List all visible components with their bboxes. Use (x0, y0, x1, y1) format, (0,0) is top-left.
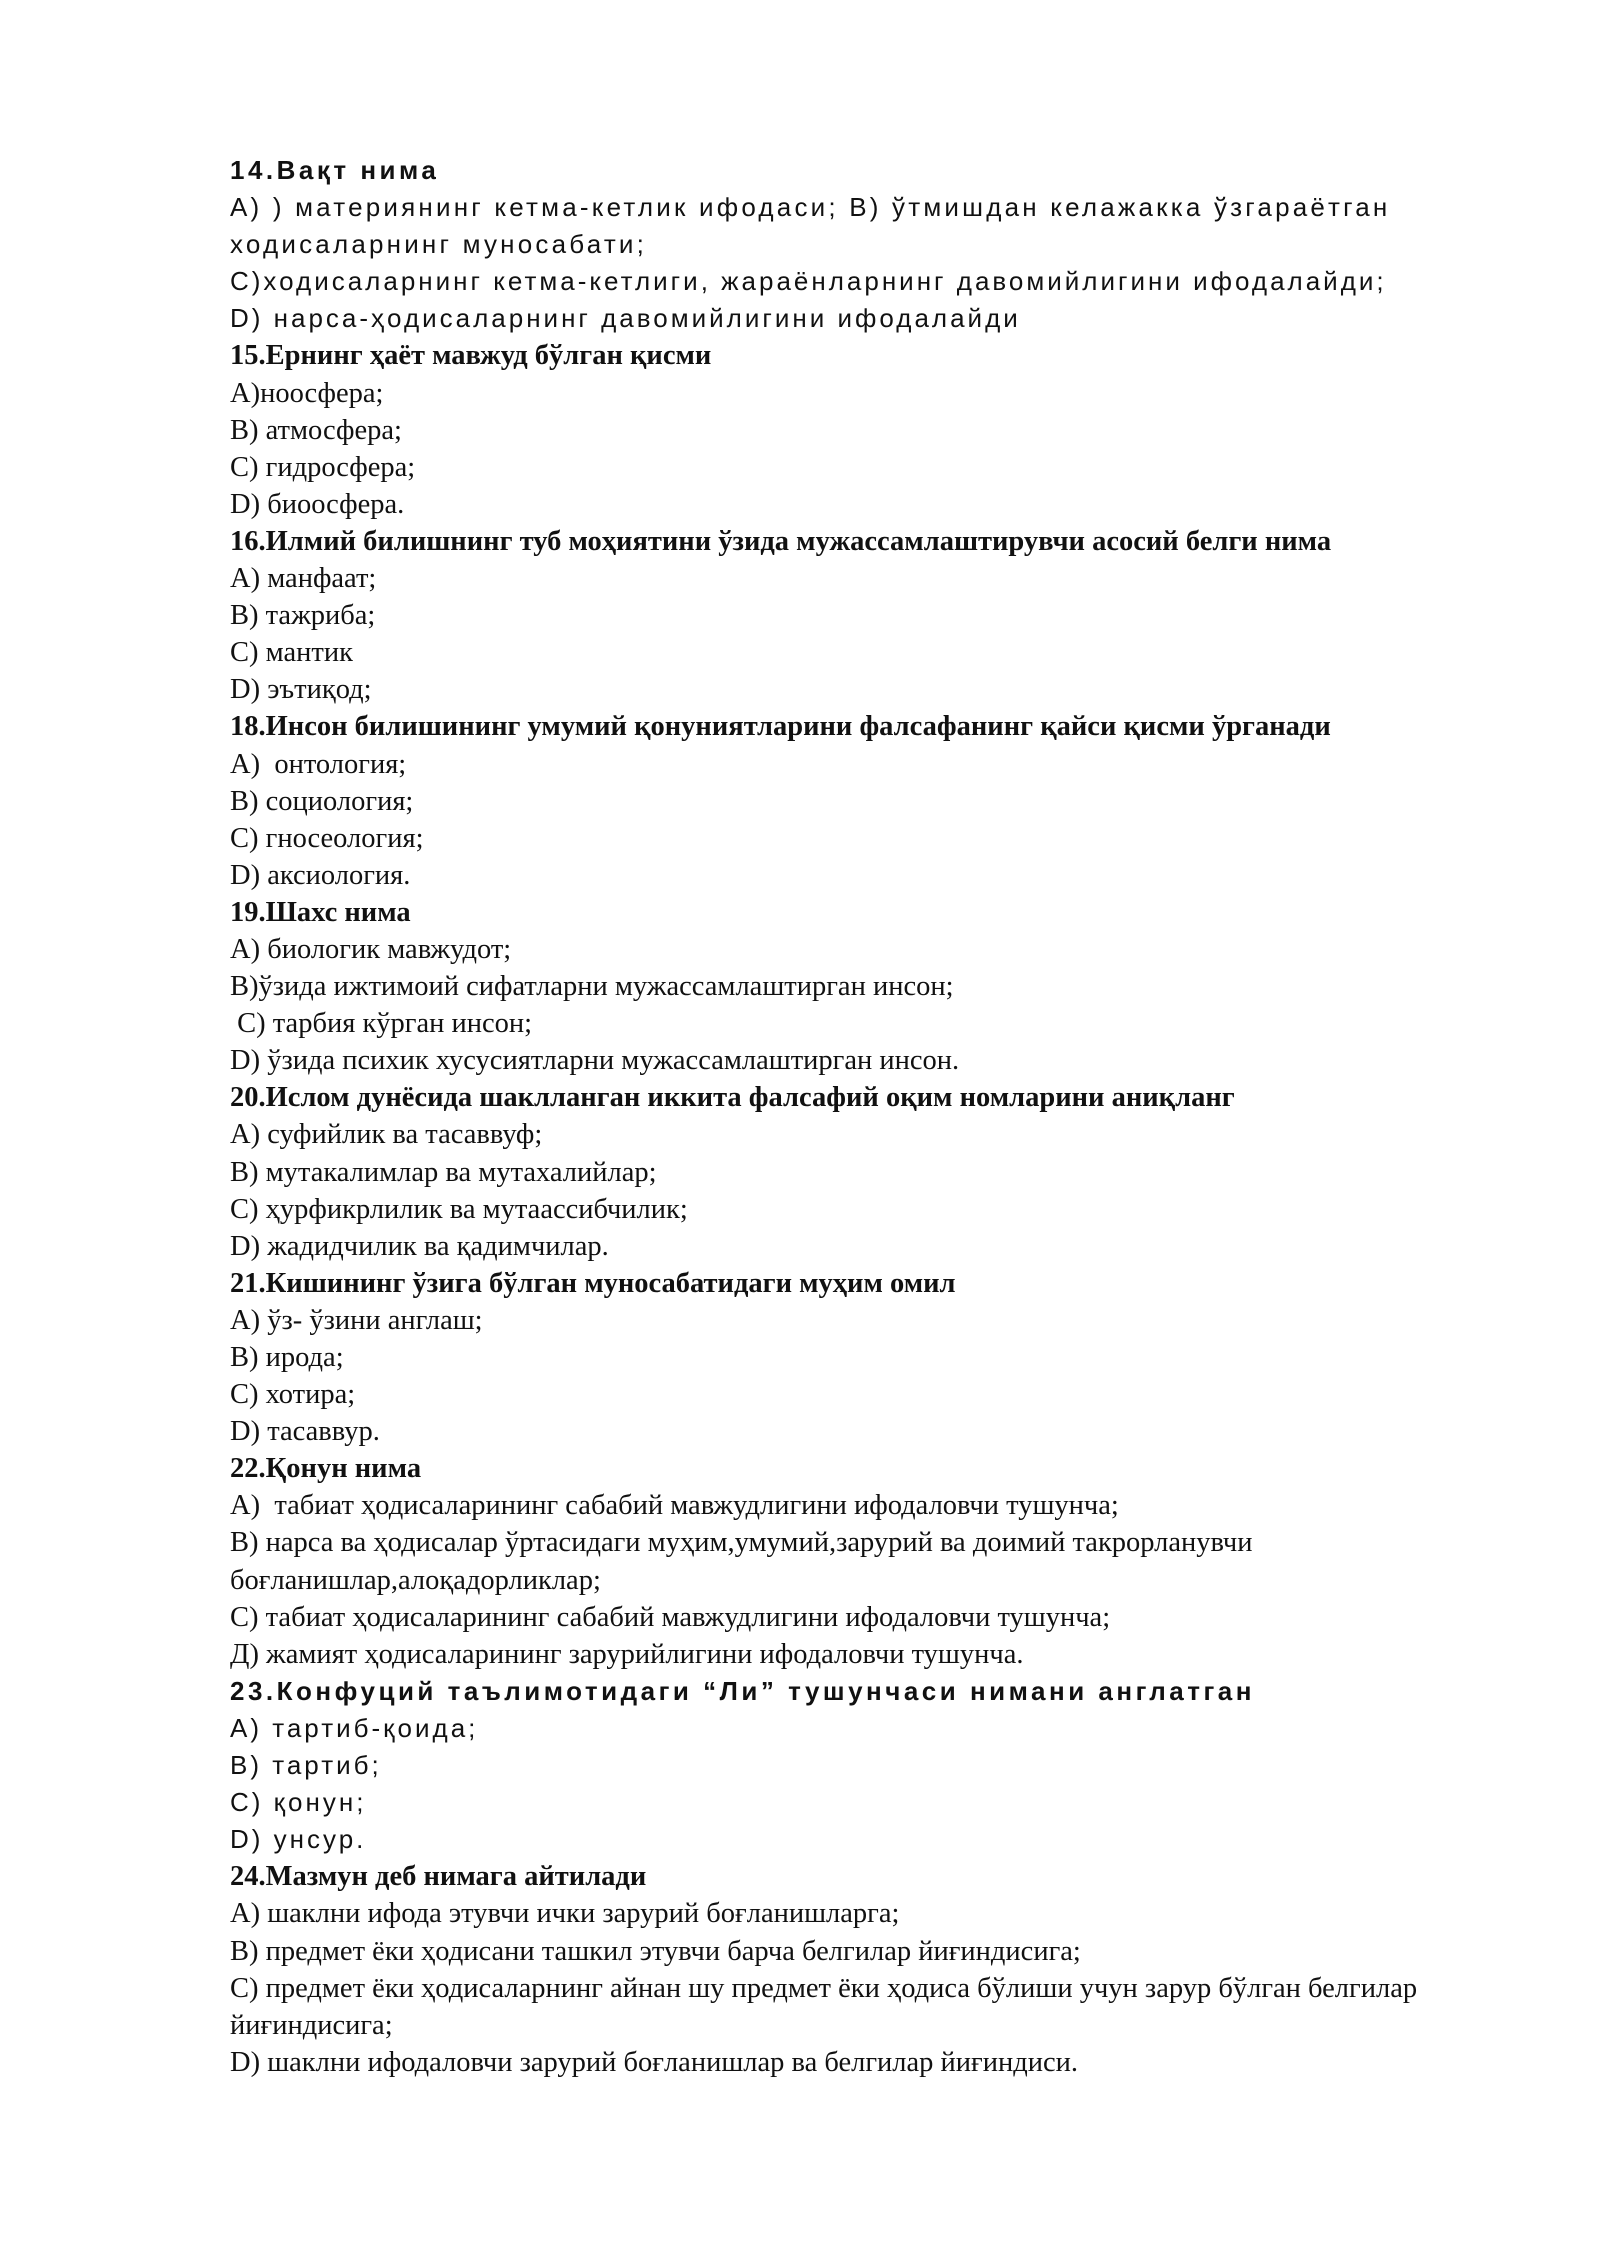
question-block (230, 337, 1520, 522)
answer-option: А) суфийлик ва тасаввуф; (230, 1119, 543, 1151)
answer-option: А) онтология; (230, 748, 407, 780)
answer-option: А) тартиб-қоида; (230, 1712, 479, 1743)
answer-option: А) ) материянинг кетма-кетлик ифодаси; В) ўтмишдан келажакка ўзгараётган ходисаларнинг муносабати; (230, 192, 1391, 260)
answer-option: D) нарса-ҳодисаларнинг давомийлигини ифодалайди (230, 303, 1021, 334)
answer-option: В) мутакалимлар ва мутахалийлар; (230, 1156, 657, 1188)
question-block (230, 1673, 1520, 1858)
answer-option: D) ўзида психик хусусиятларни мужассамлаштирган инсон. (230, 1045, 960, 1077)
answer-option: D) эътиқод; (230, 674, 372, 706)
answer-option: С) тарбия кўрган инсон; (230, 1008, 533, 1040)
answer-option: В) предмет ёки ҳодисани ташкил этувчи барча белгилар йиғиндисига; (230, 1935, 1081, 1967)
question-title: 14.Вақт нима (230, 155, 440, 185)
question-block (230, 1079, 1520, 1264)
question-title: 19.Шахс нима (230, 896, 411, 928)
answer-option: D) тасаввур. (230, 1416, 380, 1448)
answer-option: D) унсур. (230, 1824, 367, 1855)
answer-option: С) хотира; (230, 1379, 356, 1411)
answer-option: С)ходисаларнинг кетма-кетлиги, жараёнларнинг давомийлигини ифодалайди; (230, 266, 1387, 297)
answer-option: С) гносеология; (230, 822, 424, 854)
question-block (230, 523, 1520, 708)
question-title: 22.Қонун нима (230, 1453, 422, 1485)
answer-option: А) биологик мавжудот; (230, 933, 512, 965)
question-block (230, 894, 1520, 1079)
answer-option: А) манфаат; (230, 563, 377, 595)
question-title: 21.Кишининг ўзига бўлган муносабатидаги муҳим омил (230, 1267, 956, 1299)
answer-option: А) табиат ҳодисаларининг сабабий мавжудлигини ифодаловчи тушунча; (230, 1490, 1119, 1522)
answer-option: В) ирода; (230, 1342, 344, 1373)
question-title: 24.Мазмун деб нимага айтилади (230, 1861, 647, 1893)
answer-option: D) аксиология. (230, 859, 411, 891)
answer-option: С) ҳурфикрлилик ва мутаассибчилик; (230, 1193, 688, 1225)
question-block (230, 1450, 1520, 1673)
answer-option: А) шаклни ифода этувчи ички зарурий боғланишларга; (230, 1898, 900, 1930)
answer-option: D) шаклни ифодаловчи зарурий боғланишлар ва белгилар йиғиндиси. (230, 2046, 1079, 2078)
answer-option: С) қонун; (230, 1787, 367, 1818)
question-block (230, 1265, 1520, 1450)
question-title: 18.Инсон билишининг умумий қонуниятларини фалсафанинг қайси қисми ўрганади (230, 711, 1331, 743)
question-block (230, 152, 1520, 337)
answer-option: В) тажриба; (230, 600, 376, 632)
question-title: 15.Ернинг ҳаёт мавжуд бўлган қисми (230, 340, 712, 372)
answer-option: А)ноосфера; (230, 377, 384, 409)
answer-option: С) предмет ёки ҳодисаларнинг айнан шу предмет ёки ҳодиса бўлиши учун зарур бўлган белгилар йиғиндисига; (230, 1972, 1418, 2041)
answer-option: В) тартиб; (230, 1750, 382, 1781)
answer-option: А) ўз- ўзини англаш; (230, 1304, 483, 1336)
answer-option: D) жадидчилик ва қадимчилар. (230, 1230, 609, 1262)
answer-option: С) гидросфера; (230, 451, 416, 483)
question-block (230, 708, 1520, 893)
question-title: 20.Ислом дунёсида шаклланган иккита фалсафий оқим номларини аниқланг (230, 1082, 1235, 1114)
question-title: 16.Илмий билишнинг туб моҳиятини ўзида мужассамлаштирувчи асосий белги нима (230, 525, 1332, 557)
question-list (230, 152, 1520, 2081)
answer-option: С) мантик (230, 637, 353, 669)
answer-option: Д) жамият ҳодисаларининг зарурийлигини ифодаловчи тушунча. (230, 1638, 1024, 1670)
answer-option: В) нарса ва ҳодисалар ўртасидаги муҳим,умумий,зарурий ва доимий такрорланувчи боғланишлар,алоқадорликлар; (230, 1527, 1253, 1596)
answer-option: С) табиат ҳодисаларининг сабабий мавжудлигини ифодаловчи тушунча; (230, 1601, 1111, 1633)
question-block (230, 1858, 1520, 2081)
answer-option: В) социология; (230, 785, 414, 817)
question-title: 23.Конфуций таълимотидаги “Ли” тушунчаси нимани англатган (230, 1675, 1255, 1706)
answer-option: В) атмосфера; (230, 414, 402, 446)
answer-option: D) биоосфера. (230, 488, 405, 520)
answer-option: В)ўзида ижтимоий сифатларни мужассамлаштирган инсон; (230, 971, 954, 1003)
